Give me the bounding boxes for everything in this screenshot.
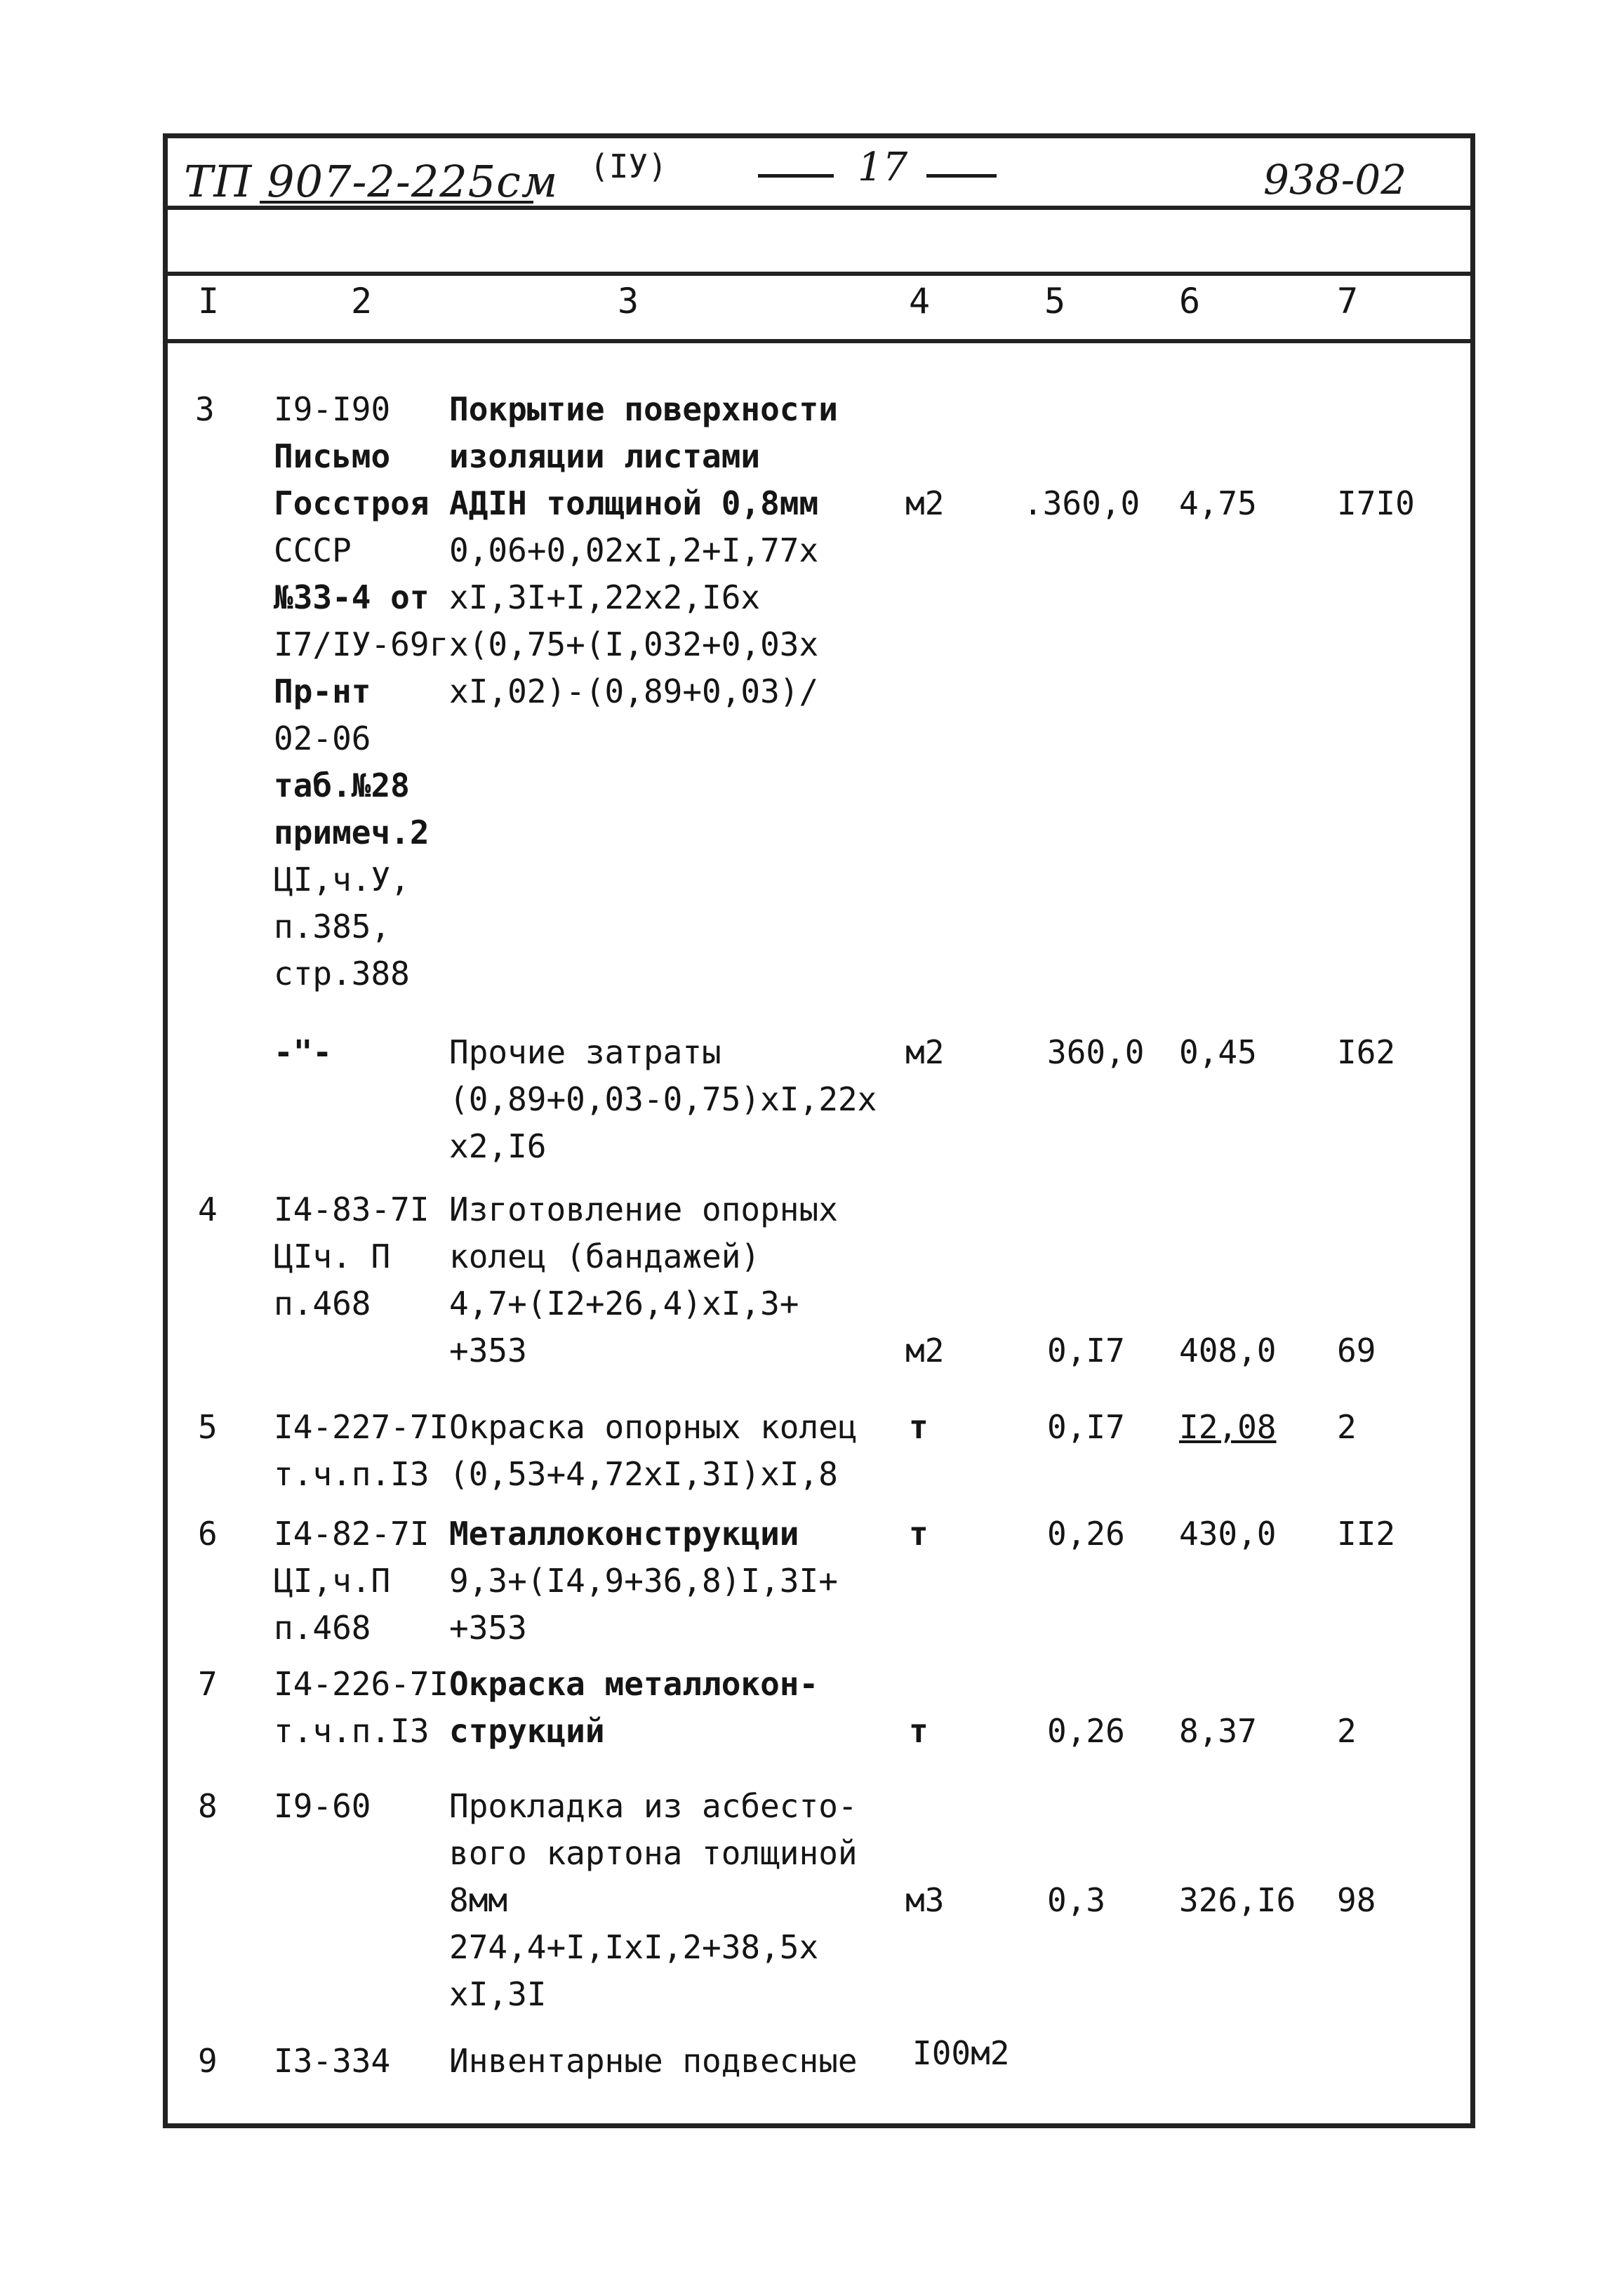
column-number-5: 5: [1044, 281, 1066, 321]
row-number: 4: [198, 1190, 218, 1228]
row-total: I62: [1337, 1033, 1396, 1071]
reference-line: т.ч.п.I3: [274, 1455, 430, 1493]
column-number-2: 2: [351, 281, 373, 321]
row-reference: [274, 1783, 371, 1830]
row-price: 4,75: [1179, 484, 1257, 522]
column-header-bottom-rule: [163, 339, 1475, 343]
row-unit: м3: [905, 1881, 945, 1919]
description-line: хI,3I+I,22х2,I6х: [449, 578, 761, 616]
row-number: 8: [198, 1787, 218, 1825]
row-description: [449, 1783, 858, 2018]
row-reference: [274, 1661, 448, 1755]
reference-line: стр.388: [274, 955, 410, 993]
row-quantity: 0,I7: [1047, 1408, 1125, 1446]
reference-line: ЦIч. П: [274, 1237, 391, 1275]
row-unit: т: [909, 1408, 929, 1446]
description-line: Инвентарные подвесные: [449, 2042, 858, 2080]
volume-label: (IУ): [590, 147, 667, 185]
row-quantity: 0,I7: [1047, 1332, 1125, 1369]
row-reference: [274, 1186, 430, 1327]
row-total: II2: [1337, 1515, 1396, 1553]
row-quantity: 0,26: [1047, 1712, 1125, 1750]
row-total: 98: [1337, 1881, 1376, 1919]
row-total: I7I0: [1337, 484, 1415, 522]
row-description: [449, 1404, 858, 1498]
row-price: 0,45: [1179, 1033, 1257, 1071]
row-number: 6: [198, 1515, 218, 1553]
row-price: 8,37: [1179, 1712, 1257, 1750]
column-number-4: 4: [909, 281, 931, 321]
description-line: хI,02)-(0,89+0,03)/: [449, 672, 819, 710]
reference-line: п.385,: [274, 908, 391, 945]
description-line: +353: [449, 1332, 527, 1369]
reference-line: I3-334: [274, 2042, 391, 2080]
description-line: вого картона толщиной: [449, 1834, 858, 1872]
row-price: I2,08: [1179, 1408, 1277, 1446]
row-unit: т: [909, 1712, 929, 1750]
description-line: Прокладка из асбесто-: [449, 1787, 858, 1825]
row-description: [449, 2038, 858, 2085]
reference-line: Пр-нт: [274, 672, 371, 710]
row-unit: м2: [905, 484, 945, 522]
description-line: 9,3+(I4,9+36,8)I,3I+: [449, 1562, 838, 1600]
row-reference: [274, 1029, 332, 1076]
row-unit: м2: [905, 1033, 945, 1071]
description-line: Окраска металлокон-: [449, 1665, 819, 1703]
description-line: Изготовление опорных: [449, 1190, 838, 1228]
reference-line: I4-82-7I: [274, 1515, 430, 1553]
description-line: Окраска опорных колец: [449, 1408, 858, 1446]
reference-line: I7/IУ-69г: [274, 625, 449, 663]
column-number-3: 3: [618, 281, 639, 321]
row-number: 7: [198, 1665, 218, 1703]
row-total: 2: [1337, 1712, 1357, 1750]
reference-line: I4-227-7I: [274, 1408, 449, 1446]
row-reference: [274, 2038, 390, 2085]
page-number: 17: [858, 145, 908, 190]
reference-line: 02-06: [274, 719, 371, 757]
reference-line: примеч.2: [274, 814, 430, 851]
row-quantity: .360,0: [1023, 484, 1140, 522]
description-line: хI,3I: [449, 1975, 547, 2013]
column-number-6: 6: [1179, 281, 1201, 321]
description-line: струкций: [449, 1712, 605, 1750]
description-line: АДIН толщиной 0,8мм: [449, 484, 819, 522]
reference-line: Письмо: [274, 437, 391, 475]
row-price: 408,0: [1179, 1332, 1277, 1369]
row-price: 430,0: [1179, 1515, 1277, 1553]
description-line: 8мм: [449, 1881, 508, 1919]
document-code: ТП 907-2-225см: [184, 156, 559, 207]
row-unit: т: [909, 1515, 929, 1553]
description-line: изоляции листами: [449, 437, 761, 475]
description-line: 4,7+(I2+26,4)хI,3+: [449, 1285, 799, 1322]
row-unit: I00м2: [912, 2034, 1010, 2072]
column-number-7: 7: [1337, 281, 1359, 321]
reference-line: ЦI,ч.П: [274, 1562, 391, 1600]
reference-line: п.468: [274, 1609, 371, 1647]
reference-line: т.ч.п.I3: [274, 1712, 430, 1750]
reference-line: I9-60: [274, 1787, 371, 1825]
reference-line: №33-4 от: [274, 578, 430, 616]
row-reference: [274, 1511, 430, 1652]
description-line: 0,06+0,02хI,2+I,77х: [449, 531, 819, 569]
row-reference: [274, 1404, 448, 1498]
reference-line: I9-I90: [274, 390, 391, 428]
description-line: колец (бандажей): [449, 1237, 761, 1275]
column-number-1: I: [198, 281, 220, 321]
row-total: 2: [1337, 1408, 1357, 1446]
reference-line: п.468: [274, 1285, 371, 1322]
column-header-top-rule: [163, 272, 1475, 276]
reference-line: I4-226-7I: [274, 1665, 449, 1703]
description-line: (0,53+4,72хI,3I)хI,8: [449, 1455, 838, 1493]
row-reference: [274, 386, 448, 997]
description-line: х(0,75+(I,032+0,03х: [449, 625, 819, 663]
page-number-dash-left: [758, 174, 834, 178]
row-description: [449, 1029, 877, 1170]
description-line: Металлоконструкции: [449, 1515, 799, 1553]
row-number: 3: [195, 390, 215, 428]
row-description: [449, 1186, 838, 1374]
row-description: [449, 1511, 838, 1652]
description-line: Покрытие поверхности: [449, 390, 838, 428]
row-number: 9: [198, 2042, 218, 2080]
reference-line: СССР: [274, 531, 352, 569]
row-total: 69: [1337, 1332, 1376, 1369]
row-quantity: 0,3: [1047, 1881, 1106, 1919]
row-quantity: 360,0: [1047, 1033, 1145, 1071]
reference-line: таб.№28: [274, 767, 410, 804]
page-number-dash-right: [926, 174, 997, 178]
row-description: [449, 386, 838, 715]
description-line: 274,4+I,IхI,2+38,5х: [449, 1928, 819, 1966]
row-number: 5: [198, 1408, 218, 1446]
reference-line: ЦI,ч.У,: [274, 861, 410, 898]
description-line: (0,89+0,03-0,75)хI,22х: [449, 1080, 877, 1118]
row-price: 326,I6: [1179, 1881, 1296, 1919]
reference-line: I4-83-7I: [274, 1190, 430, 1228]
row-description: [449, 1661, 818, 1755]
reference-line: -"-: [274, 1033, 333, 1071]
description-line: +353: [449, 1609, 527, 1647]
description-line: х2,I6: [449, 1127, 547, 1165]
reference-line: Госстроя: [274, 484, 430, 522]
description-line: Прочие затраты: [449, 1033, 721, 1071]
row-unit: м2: [905, 1332, 945, 1369]
series-code: 938-02: [1263, 156, 1407, 204]
document-code-underline: [260, 201, 533, 204]
row-quantity: 0,26: [1047, 1515, 1125, 1553]
